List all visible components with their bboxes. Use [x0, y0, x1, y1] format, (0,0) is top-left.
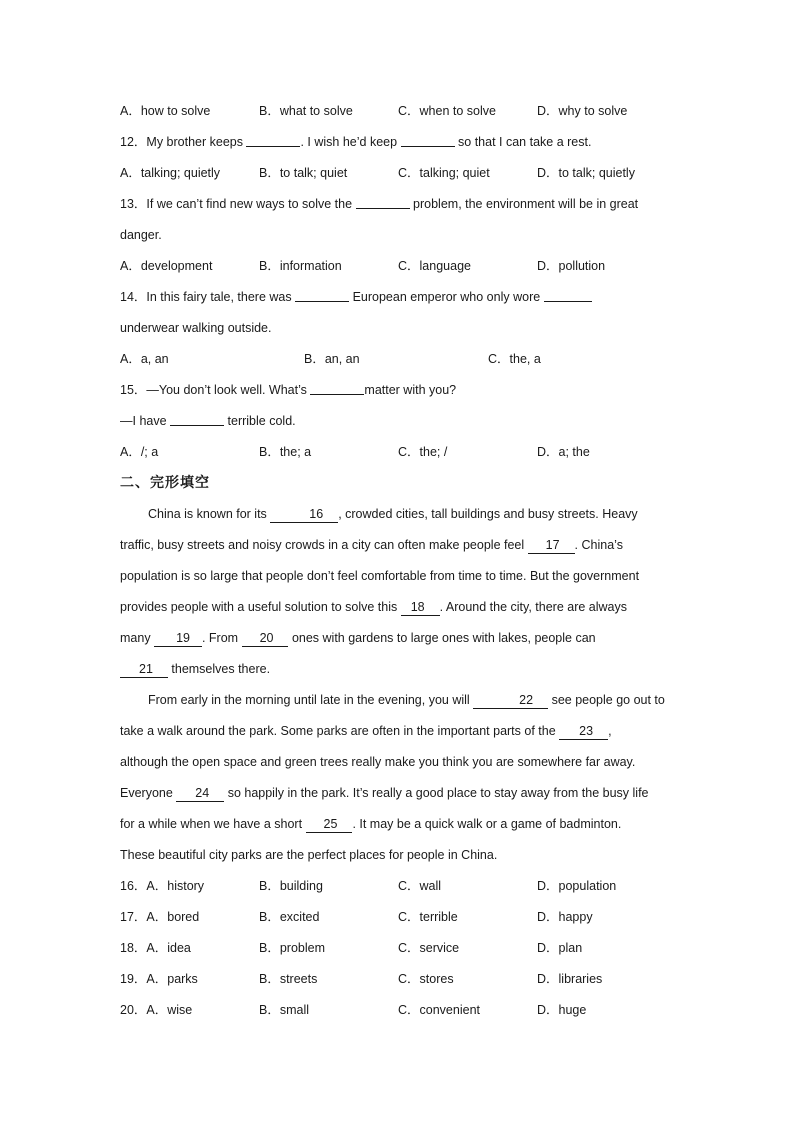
q12-option-d[interactable]: D．to talk; quietly — [537, 166, 635, 180]
q19-option-a[interactable]: 19．A．parks — [120, 972, 198, 986]
q15-text-1: 15．—You don’t look well. What’s — [120, 383, 307, 397]
q19-options — [120, 969, 680, 1000]
passage-text: These beautiful city parks are the perfect places for people in China. — [120, 848, 498, 862]
blank-22[interactable] — [473, 693, 548, 709]
q11-option-b[interactable]: B．what to solve — [259, 104, 353, 118]
q14-stem-cont — [120, 318, 680, 349]
q15-options — [120, 442, 680, 473]
q12-text-2: . I wish he’d keep — [300, 135, 398, 149]
blank-19-number: 19 — [176, 631, 190, 645]
q19-option-d[interactable]: D．libraries — [537, 972, 603, 986]
passage-text: Everyone — [120, 786, 173, 800]
q15-stem — [120, 380, 680, 411]
q20-options — [120, 1000, 680, 1031]
blank-25[interactable] — [306, 817, 353, 833]
q16-option-b[interactable]: B．building — [259, 879, 323, 893]
q17-option-b[interactable]: B．excited — [259, 910, 320, 924]
blank-16[interactable] — [270, 507, 338, 523]
blank-25-number: 25 — [323, 817, 338, 831]
q13-blank[interactable] — [356, 194, 410, 209]
q13-option-c[interactable]: C．language — [398, 259, 471, 273]
passage-text: many — [120, 631, 151, 645]
q17-option-a[interactable]: 17．A．bored — [120, 910, 200, 924]
passage-text: China is known for its — [148, 507, 267, 521]
blank-21[interactable] — [120, 662, 168, 678]
q15-option-b[interactable]: B．the; a — [259, 445, 312, 459]
q13-text-2: problem, the environment will be in great — [413, 197, 639, 211]
q11-options — [120, 101, 680, 132]
blank-17-number: 17 — [545, 538, 560, 552]
passage-line — [120, 535, 680, 566]
q15-text-3: —I have — [120, 414, 167, 428]
q20-option-b[interactable]: B．small — [259, 1003, 310, 1017]
passage-line — [120, 504, 680, 535]
blank-17[interactable] — [528, 538, 575, 554]
q13-text-1: 13．If we can’t find new ways to solve the — [120, 197, 353, 211]
blank-23[interactable] — [559, 724, 608, 740]
q17-option-d[interactable]: D．happy — [537, 910, 593, 924]
q19-option-c[interactable]: C．stores — [398, 972, 454, 986]
passage-text: so happily in the park. It’s really a good place to stay away from the busy life — [227, 786, 649, 800]
passage-line — [120, 721, 680, 752]
q18-option-c[interactable]: C．service — [398, 941, 460, 955]
q15-text-4: terrible cold. — [227, 414, 296, 428]
q18-options — [120, 938, 680, 969]
passage-text: themselves there. — [171, 662, 271, 676]
q12-stem — [120, 132, 680, 163]
q14-blank-2[interactable] — [544, 287, 592, 302]
q16-option-d[interactable]: D．population — [537, 879, 617, 893]
passage-line — [120, 566, 680, 597]
passage-line — [120, 659, 680, 690]
blank-21-number: 21 — [139, 662, 153, 676]
q12-text-3: so that I can take a rest. — [458, 135, 592, 149]
passage-line — [120, 752, 680, 783]
q13-option-a[interactable]: A．development — [120, 259, 213, 273]
q15-blank-1[interactable] — [310, 380, 364, 395]
q15-option-a[interactable]: A．/; a — [120, 445, 159, 459]
q12-blank-2[interactable] — [401, 132, 455, 147]
blank-24[interactable] — [176, 786, 224, 802]
q18-option-d[interactable]: D．plan — [537, 941, 583, 955]
q11-option-a[interactable]: A．how to solve — [120, 104, 211, 118]
passage-text: . Around the city, there are always — [439, 600, 628, 614]
blank-20[interactable] — [242, 631, 289, 647]
blank-16-number: 16 — [309, 507, 324, 521]
blank-19[interactable] — [154, 631, 202, 647]
q15-stem-cont — [120, 411, 680, 442]
q14-options — [120, 349, 680, 380]
q11-option-c[interactable]: C．when to solve — [398, 104, 496, 118]
passage-line — [120, 814, 680, 845]
passage-text: population is so large that people don’t feel comfortable from time to time. But the government — [120, 569, 640, 583]
passage-text: . China’s — [574, 538, 623, 552]
q12-text-1: 12．My brother keeps — [120, 135, 243, 149]
q20-option-c[interactable]: C．convenient — [398, 1003, 480, 1017]
q17-options — [120, 907, 680, 938]
passage-line — [120, 628, 680, 659]
blank-20-number: 20 — [259, 631, 274, 645]
q14-option-c[interactable]: C．the, a — [488, 352, 541, 366]
q15-blank-2[interactable] — [170, 411, 224, 426]
q13-option-b[interactable]: B．information — [259, 259, 342, 273]
q12-option-c[interactable]: C．talking; quiet — [398, 166, 490, 180]
q16-option-a[interactable]: 16．A．history — [120, 879, 205, 893]
q16-option-c[interactable]: C．wall — [398, 879, 442, 893]
q13-text-3: danger. — [120, 228, 162, 242]
passage-line — [120, 597, 680, 628]
q19-option-b[interactable]: B．streets — [259, 972, 318, 986]
passage-line — [120, 690, 680, 721]
passage-text: take a walk around the park. Some parks are often in the important parts of the — [120, 724, 556, 738]
blank-18-number: 18 — [410, 600, 425, 614]
q12-option-a[interactable]: A．talking; quietly — [120, 166, 221, 180]
q15-option-c[interactable]: C．the; / — [398, 445, 448, 459]
q15-option-d[interactable]: D．a; the — [537, 445, 590, 459]
passage-text: for a while when we have a short — [120, 817, 303, 831]
blank-22-number: 22 — [519, 693, 534, 707]
q14-option-b[interactable]: B．an, an — [304, 352, 360, 366]
passage-text: although the open space and green trees really make you think you are somewhere far away. — [120, 755, 636, 769]
q18-option-b[interactable]: B．problem — [259, 941, 325, 955]
q16-options — [120, 876, 680, 907]
q14-text-3: underwear walking outside. — [120, 321, 272, 335]
exam-page — [120, 101, 680, 1031]
passage-text: traffic, busy streets and noisy crowds in a city can often make people feel — [120, 538, 525, 552]
q18-option-a[interactable]: 18．A．idea — [120, 941, 191, 955]
q13-stem — [120, 194, 680, 225]
passage-text: see people go out to — [551, 693, 665, 707]
q14-text-2: European emperor who only wore — [352, 290, 541, 304]
passage-text: . From — [201, 631, 239, 645]
q20-option-d[interactable]: D．huge — [537, 1003, 587, 1017]
passage-line — [120, 783, 680, 814]
q12-option-b[interactable]: B．to talk; quiet — [259, 166, 348, 180]
passage-text: . It may be a quick walk or a game of badminton. — [352, 817, 622, 831]
passage-text: provides people with a useful solution to solve this — [120, 600, 398, 614]
q13-options — [120, 256, 680, 287]
q13-stem-cont — [120, 225, 680, 256]
passage-text: , — [608, 724, 612, 738]
section-heading-cloze: 二、完形填空 — [120, 475, 210, 491]
q11-option-d[interactable]: D．why to solve — [537, 104, 628, 118]
q14-stem — [120, 287, 680, 318]
q14-option-a[interactable]: A．a, an — [120, 352, 169, 366]
q12-blank-1[interactable] — [246, 132, 300, 147]
q13-option-d[interactable]: D．pollution — [537, 259, 606, 273]
q12-options — [120, 163, 680, 194]
passage-text: , crowded cities, tall buildings and busy streets. Heavy — [338, 507, 638, 521]
q17-option-c[interactable]: C．terrible — [398, 910, 458, 924]
q15-text-2: matter with you? — [364, 383, 457, 397]
q14-blank-1[interactable] — [295, 287, 349, 302]
passage-line — [120, 845, 680, 876]
blank-23-number: 23 — [579, 724, 594, 738]
passage-text: From early in the morning until late in the evening, you will — [148, 693, 470, 707]
q20-option-a[interactable]: 20．A．wise — [120, 1003, 193, 1017]
blank-24-number: 24 — [195, 786, 210, 800]
blank-18[interactable] — [401, 600, 440, 616]
q14-text-1: 14．In this fairy tale, there was — [120, 290, 292, 304]
passage-text: ones with gardens to large ones with lakes, people can — [291, 631, 596, 645]
